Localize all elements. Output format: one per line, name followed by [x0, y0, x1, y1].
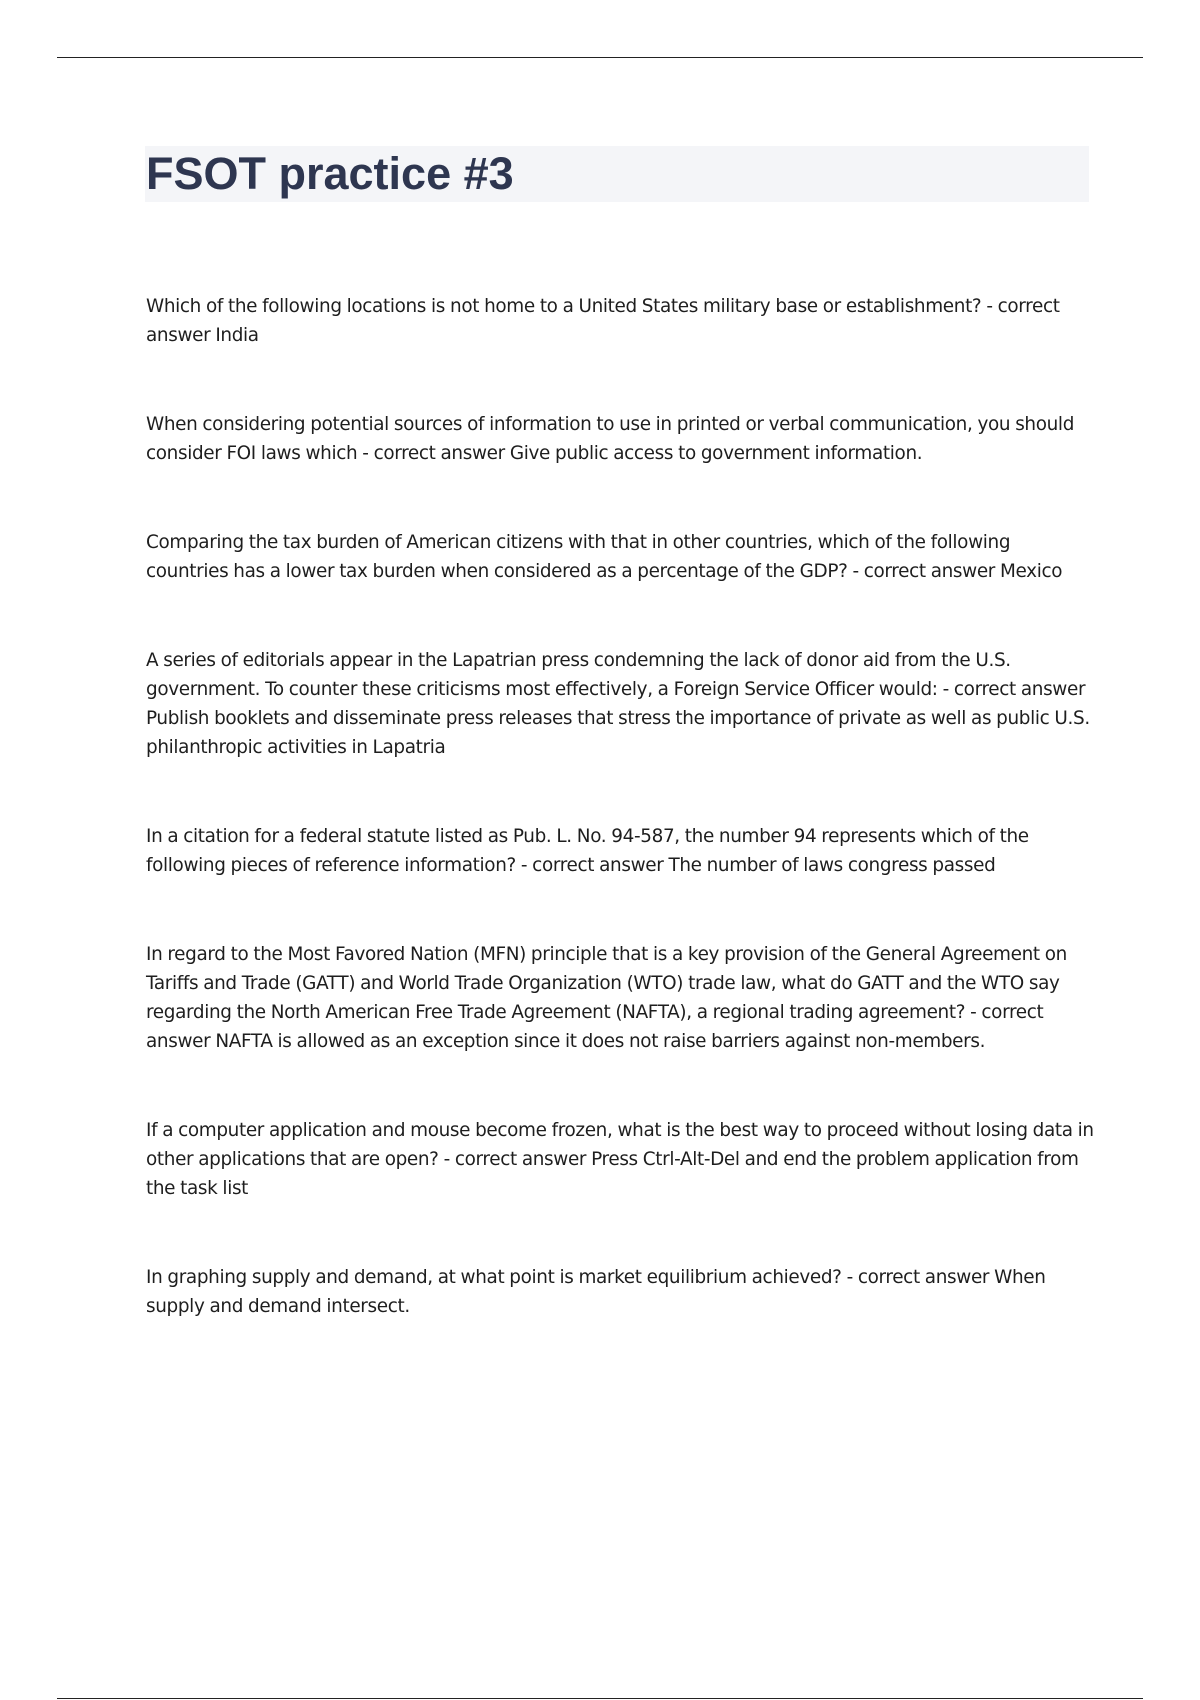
bottom-rule — [57, 1698, 1143, 1699]
question-answer-1: Which of the following locations is not home to a United States military base or establishment? - correct answer India — [146, 296, 1060, 346]
question-answer-5: In a citation for a federal statute listed as Pub. L. No. 94-587, the number 94 represents which of the following pieces of reference information? - correct answer The number of laws congress passed — [146, 826, 1029, 876]
question-answer-7: If a computer application and mouse become frozen, what is the best way to proceed without losing data in other applications that are open? - correct answer Press Ctrl-Alt-Del and end the problem application from the task list — [146, 1120, 1094, 1199]
question-list — [146, 292, 1094, 1381]
top-rule — [57, 57, 1143, 58]
question-answer-2: When considering potential sources of information to use in printed or verbal communication, you should consider FOI laws which - correct answer Give public access to government information. — [146, 414, 1075, 464]
question-answer-3: Comparing the tax burden of American citizens with that in other countries, which of the following countries has a lower tax burden when considered as a percentage of the GDP? - correct answer Mexico — [146, 532, 1063, 582]
question-answer-4: A series of editorials appear in the Lapatrian press condemning the lack of donor aid from the U.S. government. To counter these criticisms most effectively, a Foreign Service Officer would: - correct answer Publish booklets and disseminate press releases that stress the importance of private as well as public U.S. philanthropic activities in Lapatria — [146, 650, 1090, 758]
question-answer-8: In graphing supply and demand, at what point is market equilibrium achieved? - correct answer When supply and demand intersect. — [146, 1267, 1046, 1317]
document-title: FSOT practice #3 — [146, 148, 514, 199]
question-answer-6: In regard to the Most Favored Nation (MFN) principle that is a key provision of the General Agreement on Tariffs and Trade (GATT) and World Trade Organization (WTO) trade law, what do GATT and the WTO say regarding the North American Free Trade Agreement (NAFTA), a regional trading agreement? - correct answer NAFTA is allowed as an exception since it does not raise barriers against non-members. — [146, 944, 1067, 1052]
